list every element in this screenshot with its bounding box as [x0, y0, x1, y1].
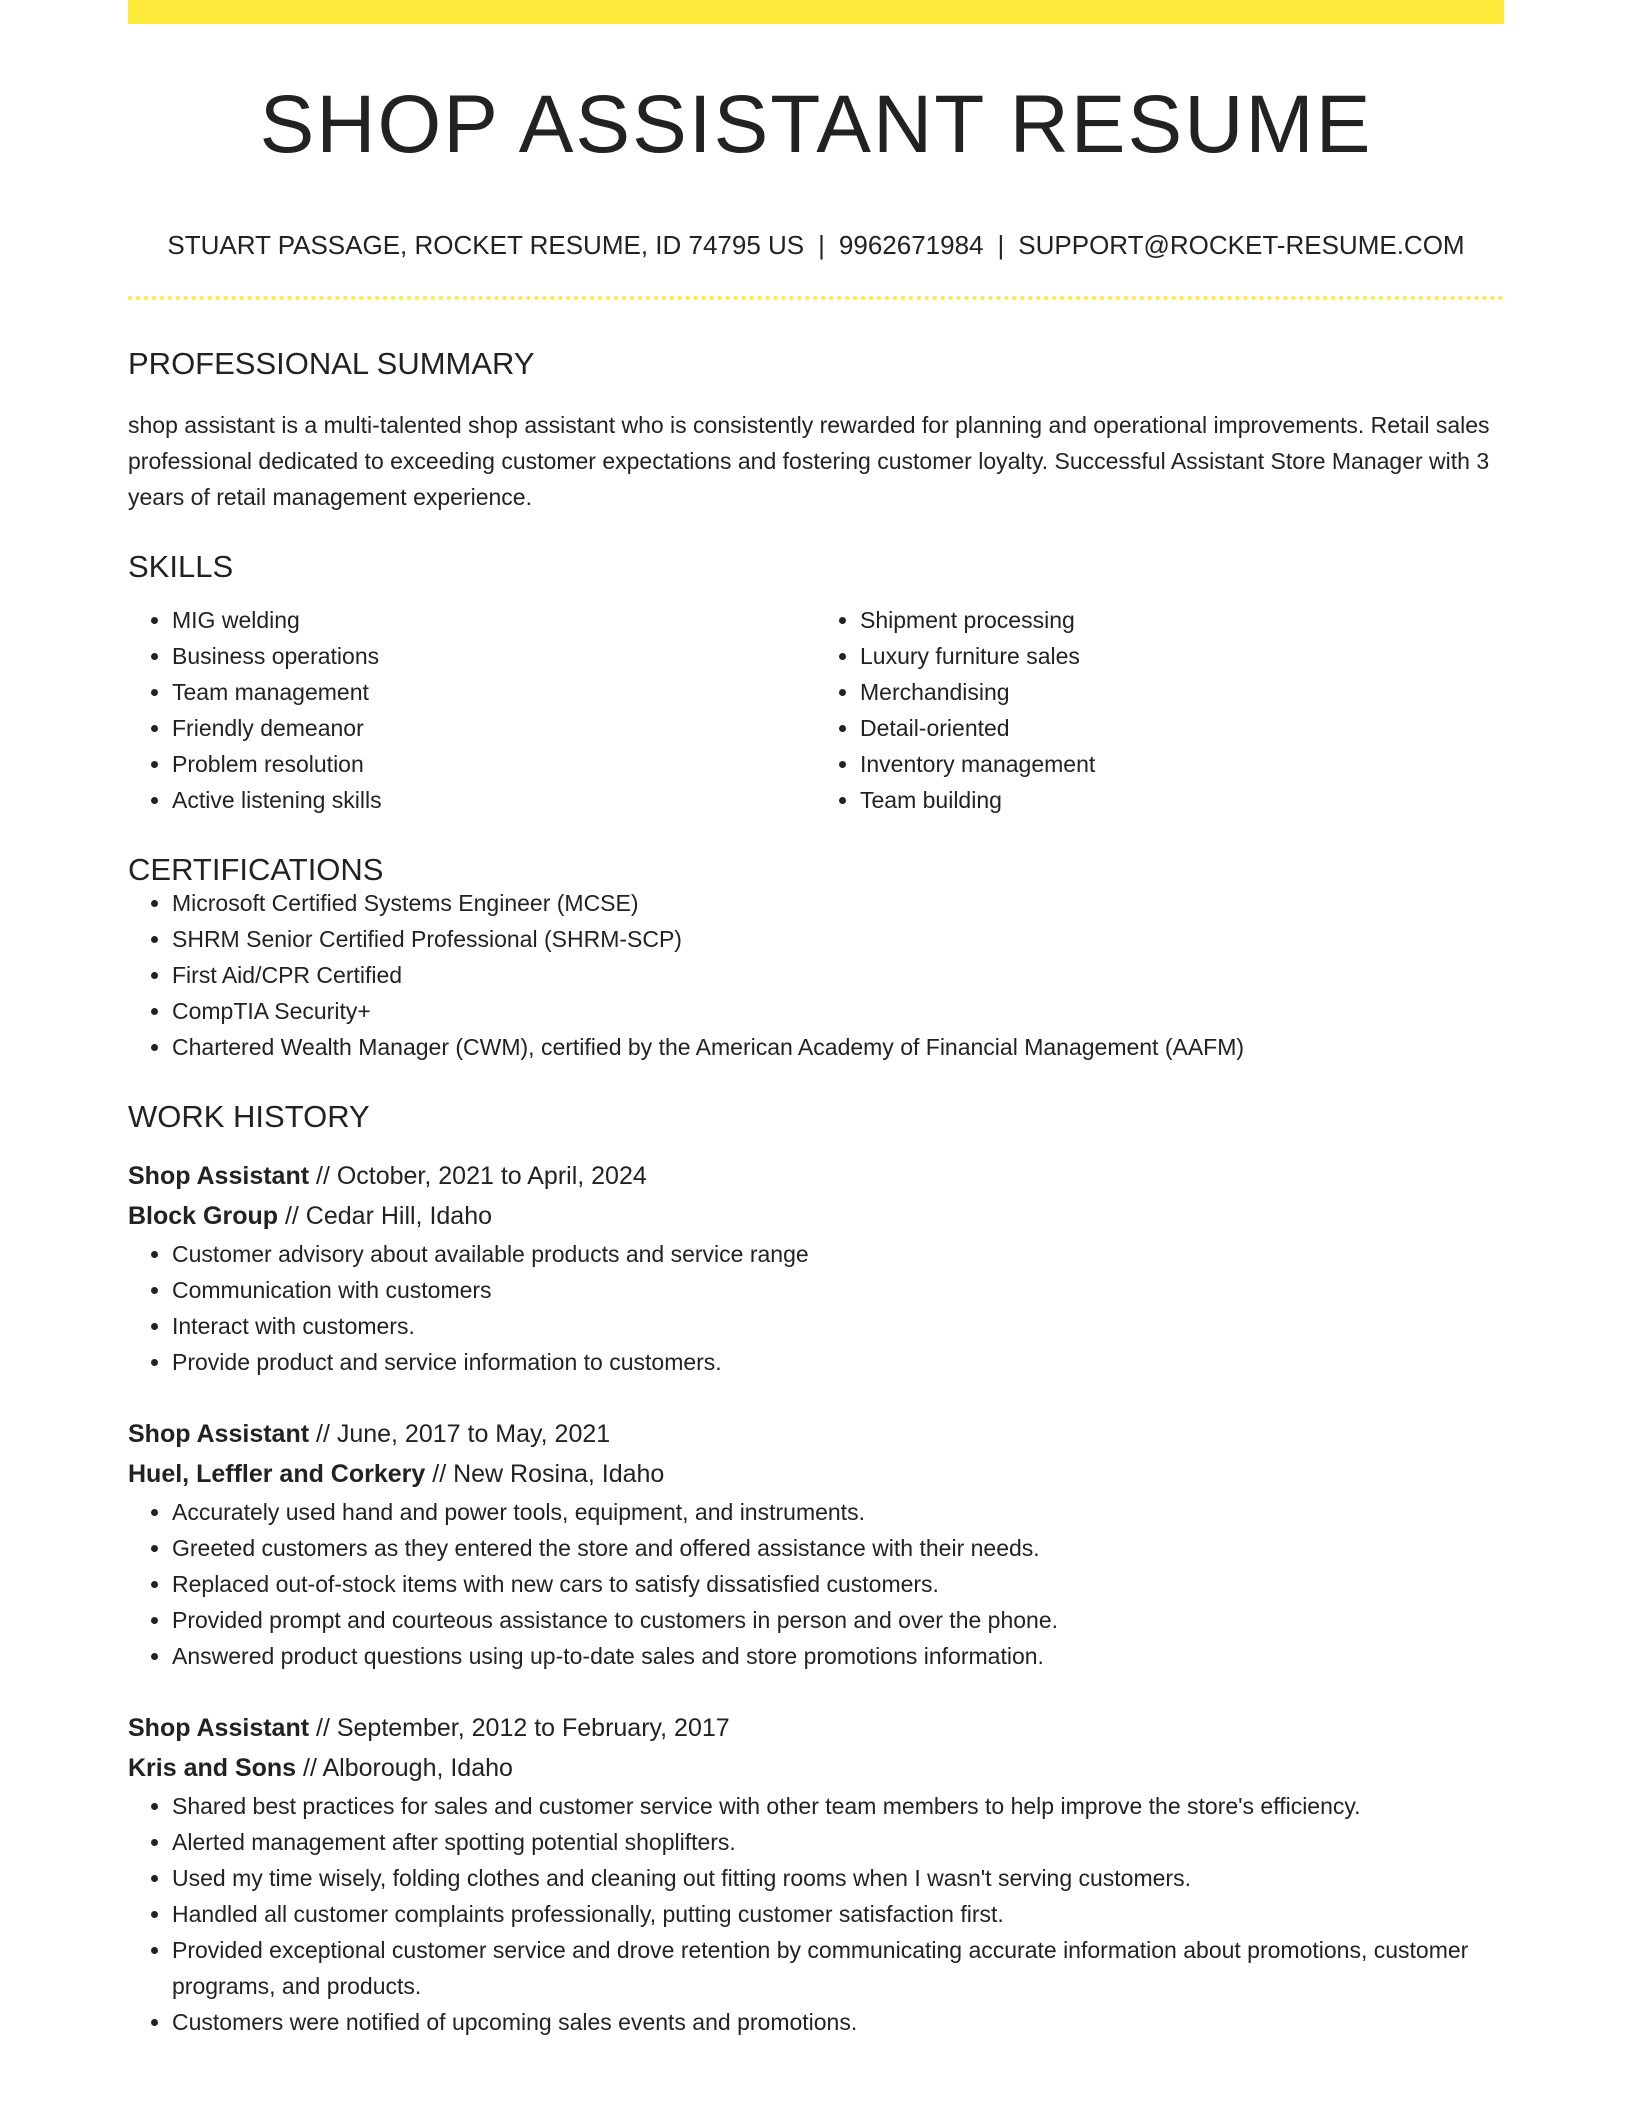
job-dates: // October, 2021 to April, 2024 — [309, 1162, 647, 1190]
job-duty: • Accurately used hand and power tools, equipment, and instruments. — [172, 1494, 1504, 1530]
job-title: Shop Assistant — [128, 1162, 310, 1190]
contact-separator: | — [818, 230, 825, 260]
job-duty: • Interact with customers. — [172, 1308, 1504, 1344]
job-dates: // June, 2017 to May, 2021 — [309, 1420, 611, 1448]
job-duty: • Replaced out-of-stock items with new cars to satisfy dissatisfied customers. — [172, 1566, 1504, 1602]
job-duty: • Provided exceptional customer service and drove retention by communicating accurate information about promotions, customer programs, and products. — [172, 1932, 1504, 2004]
skill-item: • MIG welding — [172, 602, 816, 638]
job-entry — [128, 1414, 1504, 1674]
job-company-line — [128, 1748, 1504, 1788]
job-company-line — [128, 1196, 1504, 1236]
job-title-line — [128, 1156, 1504, 1196]
skills-list-left — [128, 602, 816, 818]
job-duty: • Greeted customers as they entered the store and offered assistance with their needs. — [172, 1530, 1504, 1566]
certification-item: • CompTIA Security+ — [172, 993, 1504, 1029]
job-duty: • Handled all customer complaints professionally, putting customer satisfaction first. — [172, 1896, 1504, 1932]
certification-item: • SHRM Senior Certified Professional (SHRM-SCP) — [172, 921, 1504, 957]
resume-title: SHOP ASSISTANT RESUME — [259, 79, 1373, 170]
job-duties-list — [128, 1236, 1504, 1380]
job-location: // Cedar Hill, Idaho — [278, 1202, 493, 1230]
skill-item: • Active listening skills — [172, 782, 816, 818]
job-title-line — [128, 1708, 1504, 1748]
certifications-heading: CERTIFICATIONS — [128, 852, 384, 887]
job-duties-list — [128, 1788, 1504, 2040]
skill-item: • Inventory management — [860, 746, 1504, 782]
job-duty: • Answered product questions using up-to-date sales and store promotions information. — [172, 1638, 1504, 1674]
job-company: Kris and Sons — [128, 1754, 297, 1782]
summary-text: shop assistant is a multi-talented shop assistant who is consistently rewarded for planning and operational improvements. Retail sales professional dedicated to exceeding customer expectations and fostering customer loyalty. Successful Assistant Store Manager with 3 years of retail management experience. — [128, 412, 1490, 510]
certifications-list — [128, 885, 1504, 1065]
skill-item: • Merchandising — [860, 674, 1504, 710]
resume-page — [128, 0, 1504, 2040]
skills-grid — [128, 602, 1504, 818]
skill-item: • Luxury furniture sales — [860, 638, 1504, 674]
job-duty: • Customers were notified of upcoming sales events and promotions. — [172, 2004, 1504, 2040]
job-title-line — [128, 1414, 1504, 1454]
job-duty: • Provided prompt and courteous assistance to customers in person and over the phone. — [172, 1602, 1504, 1638]
skill-item: • Shipment processing — [860, 602, 1504, 638]
dotted-divider — [128, 296, 1504, 300]
job-company: Huel, Leffler and Corkery — [128, 1460, 426, 1488]
job-duties-list — [128, 1494, 1504, 1674]
job-location: // New Rosina, Idaho — [425, 1460, 665, 1488]
skill-item: • Problem resolution — [172, 746, 816, 782]
job-company: Block Group — [128, 1202, 279, 1230]
certification-item: • First Aid/CPR Certified — [172, 957, 1504, 993]
accent-top-bar — [128, 0, 1504, 24]
skill-item: • Business operations — [172, 638, 816, 674]
job-title: Shop Assistant — [128, 1420, 310, 1448]
certification-item: • Chartered Wealth Manager (CWM), certified by the American Academy of Financial Management (AAFM) — [172, 1029, 1504, 1065]
job-entry — [128, 1156, 1504, 1380]
skills-column-right — [816, 602, 1504, 818]
job-duty: • Provide product and service information to customers. — [172, 1344, 1504, 1380]
job-duty: • Used my time wisely, folding clothes and cleaning out fitting rooms when I wasn't serving customers. — [172, 1860, 1504, 1896]
job-company-line — [128, 1454, 1504, 1494]
contact-separator: | — [997, 230, 1005, 260]
summary-heading: PROFESSIONAL SUMMARY — [128, 346, 535, 381]
job-duty: • Communication with customers — [172, 1272, 1504, 1308]
job-entry — [128, 1708, 1504, 2040]
work-history-heading: WORK HISTORY — [128, 1099, 370, 1134]
skill-item: • Detail-oriented — [860, 710, 1504, 746]
job-dates: // September, 2012 to February, 2017 — [309, 1714, 730, 1742]
certification-item: • Microsoft Certified Systems Engineer (MCSE) — [172, 885, 1504, 921]
skills-column-left — [128, 602, 816, 818]
skill-item: • Team management — [172, 674, 816, 710]
contact-phone: 9962671984 — [838, 230, 984, 260]
job-title: Shop Assistant — [128, 1714, 310, 1742]
contact-address: STUART PASSAGE, ROCKET RESUME, ID 74795 US — [167, 230, 805, 260]
skills-list-right — [816, 602, 1504, 818]
job-location: // Alborough, Idaho — [296, 1754, 513, 1782]
skills-heading: SKILLS — [128, 549, 234, 584]
skill-item: • Friendly demeanor — [172, 710, 816, 746]
skill-item: • Team building — [860, 782, 1504, 818]
contact-line — [128, 232, 1504, 258]
job-duty: • Alerted management after spotting potential shoplifters. — [172, 1824, 1504, 1860]
contact-email: SUPPORT@ROCKET-RESUME.COM — [1018, 230, 1465, 260]
job-duty: • Customer advisory about available products and service range — [172, 1236, 1504, 1272]
job-duty: • Shared best practices for sales and customer service with other team members to help improve the store's efficiency. — [172, 1788, 1504, 1824]
